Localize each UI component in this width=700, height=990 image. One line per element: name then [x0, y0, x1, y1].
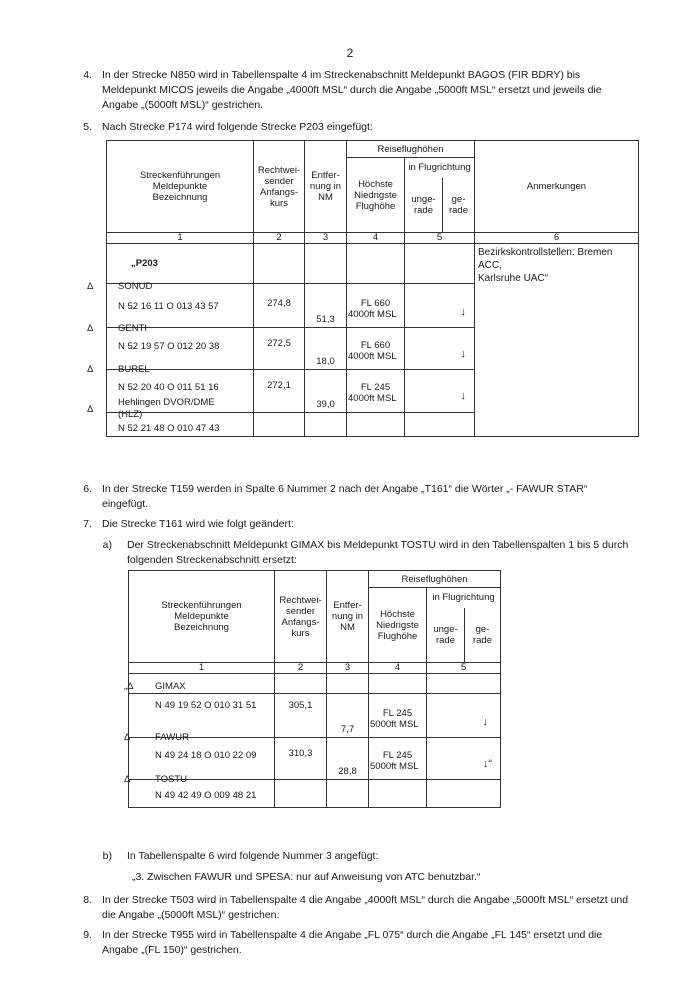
item-line: Meldepunkt MICOS jeweils die Angabe „4000ft MSL“ durch die Angabe „5000ft MSL“ ersetzt und jeweils die — [102, 84, 602, 96]
direction-arrow: ↓ — [405, 370, 475, 413]
waypoint-symbol: Δ — [124, 732, 131, 743]
distance-value: 18,0 — [305, 328, 347, 370]
waypoint-row — [124, 732, 275, 780]
item-line: die Angabe „(5000ft MSL)“ gestrichen. — [102, 909, 280, 921]
direction-arrow: ↓ — [405, 328, 475, 370]
header-direction: in Flugrichtung — [405, 158, 475, 178]
waypoint-name: BUREL — [118, 364, 150, 375]
remarks-cell: Bezirkskontrollstellen: Bremen ACC, Karlsruhe UAC“ — [475, 244, 639, 437]
waypoint-name: TOSTU — [155, 774, 188, 785]
track-value: 272,1 — [254, 370, 305, 413]
waypoint-symbol: Δ — [124, 774, 131, 785]
waypoint-coord: N 52 21 48 O 010 47 43 — [118, 423, 220, 434]
column-number: 4 — [347, 233, 405, 244]
item-number: 8. — [83, 894, 92, 906]
item-number: 9. — [83, 929, 92, 941]
waypoint-coord: N 49 24 18 O 010 22 09 — [155, 750, 257, 761]
track-value: 310,3 — [275, 738, 327, 780]
header-distance: Entfer- nung in NM — [327, 571, 369, 663]
track-value: 274,8 — [254, 284, 305, 328]
column-number: 3 — [327, 663, 369, 674]
waypoint-row — [87, 281, 254, 328]
waypoint-name: SONUD — [118, 281, 153, 292]
item-line: In Tabellenspalte 6 wird folgende Nummer 3 angefügt: — [127, 850, 379, 862]
item-line: Die Strecke T161 wird wie folgt geändert: — [102, 518, 294, 530]
level-cell: FL 245 5000ft MSL — [369, 694, 427, 738]
item-line: In der Strecke T955 wird in Tabellenspalte 4 die Angabe „FL 075“ durch die Angabe „FL 145“ ersetzt und die — [102, 929, 603, 941]
item-number: 4. — [83, 69, 92, 81]
waypoint-name: GIMAX — [155, 681, 186, 692]
item-line: In der Strecke T503 wird in Tabellenspalte 4 die Angabe „4000ft MSL“ durch die Angabe „5000ft MSL“ ersetzt und — [102, 894, 629, 906]
item-line: folgenden Streckenabschnitt ersetzt: — [127, 554, 297, 566]
header-even: ge- rade — [465, 608, 501, 663]
item-number: a) — [102, 539, 112, 551]
waypoint-row — [87, 397, 254, 437]
route-table-p203 — [87, 140, 639, 437]
waypoint-symbol: Δ — [87, 364, 94, 375]
level-cell: FL 245 5000ft MSL — [369, 738, 427, 780]
header-remarks: Anmerkungen — [475, 141, 639, 233]
header-distance: Entfer- nung in NM — [305, 141, 347, 233]
level-cell: FL 245 4000ft MSL — [347, 370, 405, 413]
waypoint-symbol: Δ — [87, 404, 94, 415]
waypoint-coord: N 49 19 52 O 010 31 51 — [155, 700, 257, 711]
header-route: Streckenführungen Meldepunkte Bezeichnung — [129, 571, 275, 663]
header-even: ge- rade — [443, 178, 475, 233]
item-number: 5. — [83, 121, 92, 133]
waypoint-row — [124, 774, 275, 808]
direction-arrow: ↓ — [427, 694, 501, 738]
column-number: 1 — [129, 663, 275, 674]
waypoint-row — [124, 681, 275, 738]
header-track: Rechtwei- sender Anfangs- kurs — [254, 141, 305, 233]
item-line: eingefügt. — [102, 498, 149, 510]
waypoint-name: Hehlingen DVOR/DME — [118, 397, 215, 408]
distance-value: 28,8 — [327, 738, 369, 780]
direction-arrow: ↓ — [405, 284, 475, 328]
item-number: 7. — [83, 518, 92, 530]
item-line: Nach Strecke P174 wird folgende Strecke P203 eingefügt: — [102, 121, 373, 133]
column-number: 4 — [369, 663, 427, 674]
header-lowest-level: Höchste Niedrigste Flughöhe — [347, 158, 405, 233]
item-line: In der Strecke N850 wird in Tabellenspalte 4 im Streckenabschnitt Meldepunkt BAGOS (FIR BDRY) bis — [102, 69, 581, 81]
level-cell: FL 660 4000ft MSL — [347, 284, 405, 328]
header-cruise-levels: Reiseflughöhen — [369, 571, 501, 588]
route-name: „P203 — [107, 244, 254, 284]
column-number: 2 — [275, 663, 327, 674]
waypoint-name-line2: (HLZ) — [118, 409, 143, 420]
distance-value: 7,7 — [327, 694, 369, 738]
waypoint-symbol: „Δ — [124, 681, 134, 692]
route-table-t161 — [124, 570, 501, 808]
header-odd: unge- rade — [427, 608, 465, 663]
column-number: 3 — [305, 233, 347, 244]
header-odd: unge- rade — [405, 178, 443, 233]
header-route: Streckenführungen Meldepunkte Bezeichnung — [107, 141, 254, 233]
waypoint-coord: N 52 20 40 O 011 51 16 — [118, 382, 219, 393]
track-value: 272,5 — [254, 328, 305, 370]
waypoint-symbol: Δ — [87, 323, 94, 334]
column-number: 1 — [107, 233, 254, 244]
waypoint-name: FAWUR — [155, 732, 189, 743]
item-line: Angabe „(FL 150)“ gestrichen. — [102, 944, 242, 956]
item-line: Angabe „(5000ft MSL)“ gestrichen. — [102, 99, 264, 111]
direction-arrow: ↓“ — [427, 738, 501, 780]
header-lowest-level: Höchste Niedrigste Flughöhe — [369, 588, 427, 663]
distance-value: 51,3 — [305, 284, 347, 328]
column-number: 2 — [254, 233, 305, 244]
header-direction: in Flugrichtung — [427, 588, 501, 608]
waypoint-coord: N 52 16 11 O 013 43 57 — [118, 301, 219, 312]
waypoint-name: GENTI — [118, 323, 148, 334]
item-number: 6. — [83, 483, 92, 495]
waypoint-coord: N 49 42 49 O 009 48 21 — [155, 790, 257, 801]
waypoint-symbol: Δ — [87, 281, 94, 292]
level-cell: FL 660 4000ft MSL — [347, 328, 405, 370]
track-value: 305,1 — [275, 694, 327, 738]
header-cruise-levels: Reiseflughöhen — [347, 141, 475, 158]
item-number: b) — [102, 850, 112, 862]
column-number: 6 — [475, 233, 639, 244]
item-line: Der Streckenabschnitt Meldepunkt GIMAX bis Meldepunkt TOSTU wird in den Tabellenspalten 1 bis 5 durch — [127, 539, 629, 551]
header-track: Rechtwei- sender Anfangs- kurs — [275, 571, 327, 663]
column-number: 5 — [427, 663, 501, 674]
waypoint-coord: N 52 19 57 O 012 20 38 — [118, 341, 220, 352]
item-quote: „3. Zwischen FAWUR und SPESA: nur auf Anweisung von ATC benutzbar.“ — [132, 871, 481, 883]
distance-value: 39,0 — [305, 370, 347, 413]
column-number: 5 — [405, 233, 475, 244]
page-number: 2 — [346, 46, 354, 60]
item-line: In der Strecke T159 werden in Spalte 6 Nummer 2 nach der Angabe „T161“ die Wörter „- FAWUR STAR“ — [102, 483, 588, 495]
